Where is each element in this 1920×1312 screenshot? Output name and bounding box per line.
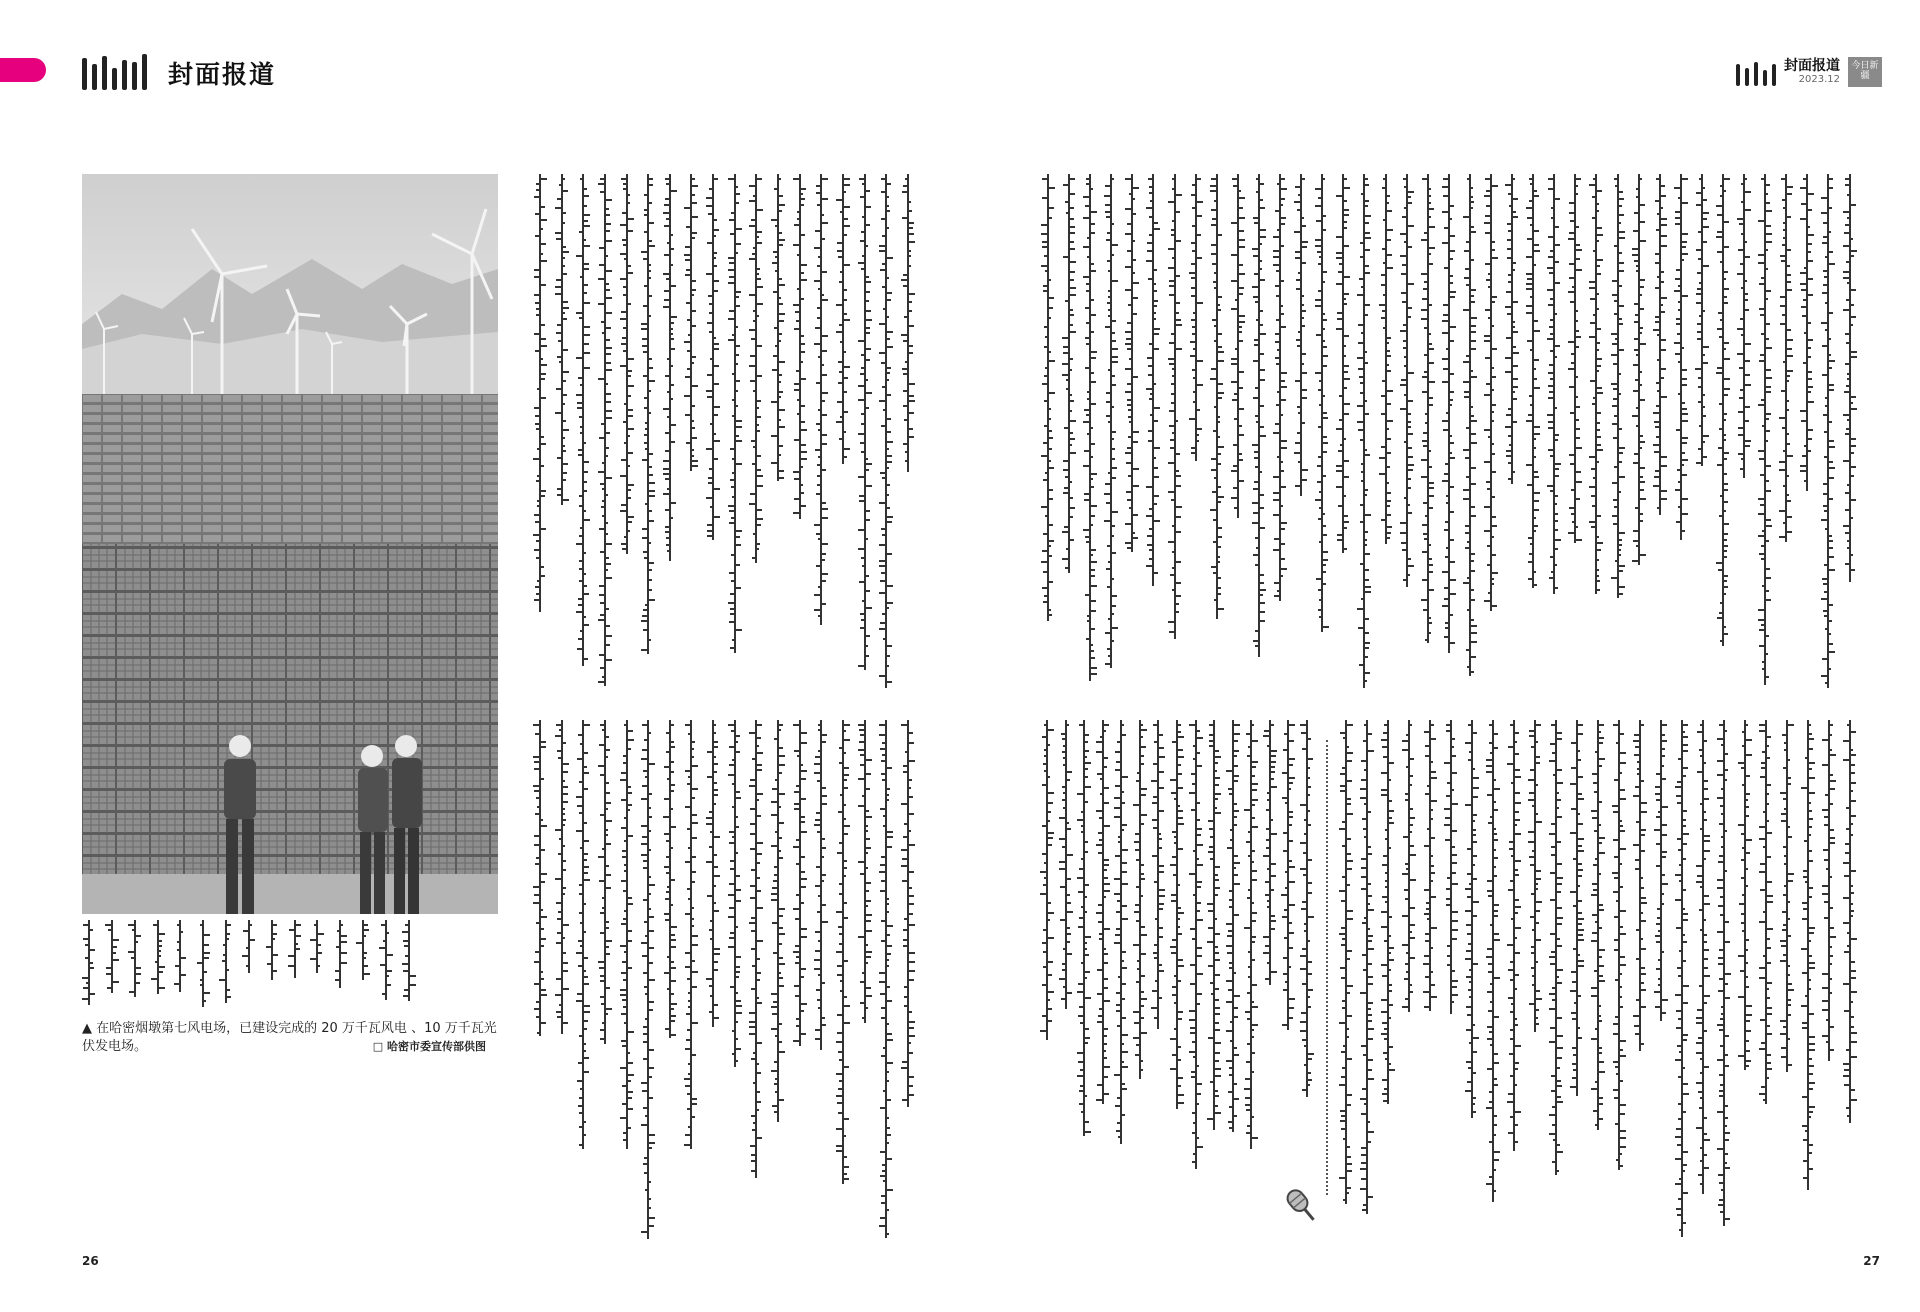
script-column <box>750 720 762 1240</box>
script-column <box>244 920 254 1010</box>
script-column <box>642 174 654 694</box>
script-column <box>1211 174 1223 694</box>
right-header <box>1736 52 1882 92</box>
script-column <box>794 174 806 694</box>
script-column <box>1612 174 1624 694</box>
script-column <box>1246 720 1256 1180</box>
script-column <box>107 920 117 1010</box>
script-column <box>175 920 185 1010</box>
script-column <box>859 720 871 1240</box>
script-column <box>1380 174 1392 694</box>
script-column <box>1274 174 1286 694</box>
script-column <box>404 920 414 1010</box>
script-column <box>1147 174 1159 694</box>
script-column <box>1340 720 1352 1240</box>
script-column <box>1382 720 1394 1240</box>
script-column <box>1802 720 1814 1240</box>
script-column <box>1697 720 1709 1240</box>
script-column <box>599 174 611 694</box>
script-column <box>534 720 546 1240</box>
script-column <box>290 920 300 1010</box>
script-column <box>1592 720 1604 1240</box>
script-column <box>664 174 676 694</box>
script-column <box>335 920 345 1010</box>
script-column <box>642 720 654 1240</box>
script-column <box>794 720 806 1240</box>
script-column <box>1823 720 1835 1240</box>
script-column <box>1759 174 1771 694</box>
script-column <box>1550 720 1562 1240</box>
script-column <box>1079 720 1089 1180</box>
script-column <box>198 920 208 1010</box>
script-column <box>859 174 871 694</box>
script-column <box>1228 720 1238 1180</box>
mongolian-caption <box>84 920 414 1010</box>
script-column <box>1063 174 1075 694</box>
script-column <box>267 920 277 1010</box>
script-column <box>1655 720 1667 1240</box>
script-column <box>815 174 827 694</box>
script-column <box>358 920 368 1010</box>
script-column <box>880 174 892 694</box>
script-column <box>1466 720 1478 1240</box>
mongolian-logo-right <box>1736 58 1776 86</box>
script-column <box>153 920 163 1010</box>
script-column <box>1153 720 1163 1180</box>
script-column <box>1633 174 1645 694</box>
section-title-right: 封面报道 <box>1784 58 1840 74</box>
script-column <box>685 720 697 1240</box>
script-column <box>599 720 611 1240</box>
script-column <box>1169 174 1181 694</box>
script-column <box>1265 720 1275 1180</box>
page-number-left: 26 <box>82 1254 99 1268</box>
script-column <box>1485 174 1497 694</box>
script-column <box>1209 720 1219 1180</box>
script-column <box>1190 174 1202 694</box>
photo-caption <box>82 1020 502 1056</box>
script-column <box>1718 720 1730 1240</box>
script-column <box>1844 174 1856 694</box>
script-column <box>1506 174 1518 694</box>
script-column <box>1295 174 1307 694</box>
script-column <box>1316 174 1328 694</box>
script-column <box>772 174 784 694</box>
section-tab <box>0 58 46 82</box>
script-column <box>621 174 633 694</box>
page-number-right: 27 <box>1863 1254 1880 1268</box>
script-column <box>312 920 322 1010</box>
script-column <box>1529 720 1541 1240</box>
script-column <box>1781 720 1793 1240</box>
script-column <box>1780 174 1792 694</box>
script-column <box>556 720 568 1240</box>
caption-text: ▲ 在哈密烟墩第七风电场，已建设完成的 20 万千瓦风电 、10 万千瓦光伏发电场。 <box>82 1021 497 1054</box>
script-column <box>1613 720 1625 1240</box>
script-column <box>772 720 784 1240</box>
script-column <box>1361 720 1373 1240</box>
script-column <box>1464 174 1476 694</box>
script-column <box>1445 720 1457 1240</box>
script-column <box>1283 720 1293 1180</box>
script-column <box>84 920 94 1010</box>
script-column <box>1424 720 1436 1240</box>
script-column <box>1358 174 1370 694</box>
script-column <box>1508 720 1520 1240</box>
script-column <box>1822 174 1834 694</box>
script-column <box>1232 174 1244 694</box>
script-column <box>1042 720 1052 1180</box>
script-column <box>1253 174 1265 694</box>
script-column <box>1098 720 1108 1180</box>
script-column <box>621 720 633 1240</box>
script-column <box>381 920 391 1010</box>
script-column <box>556 174 568 694</box>
photo-credit: □ 哈密市委宣传部供图 <box>372 1040 486 1053</box>
right-page-text-upper <box>1042 174 1856 694</box>
script-column <box>685 174 697 694</box>
script-column <box>1548 174 1560 694</box>
script-column <box>837 720 849 1240</box>
script-column <box>1191 720 1201 1180</box>
script-column <box>1634 720 1646 1240</box>
script-column <box>1061 720 1071 1180</box>
script-column <box>1443 174 1455 694</box>
script-column <box>1738 174 1750 694</box>
script-column <box>815 720 827 1240</box>
script-column <box>1116 720 1126 1180</box>
script-column <box>707 174 719 694</box>
script-column <box>1760 720 1772 1240</box>
script-column <box>1654 174 1666 694</box>
script-column <box>130 920 140 1010</box>
interview-sidebar-text <box>1042 720 1312 1180</box>
script-column <box>1172 720 1182 1180</box>
script-column <box>902 720 914 1240</box>
script-column <box>1135 720 1145 1180</box>
script-column <box>1403 720 1415 1240</box>
script-column <box>664 720 676 1240</box>
script-column <box>1844 720 1856 1240</box>
script-column <box>1571 720 1583 1240</box>
script-column <box>707 720 719 1240</box>
left-page-text-upper <box>534 174 914 694</box>
script-column <box>577 720 589 1240</box>
script-column <box>1717 174 1729 694</box>
script-column <box>1527 174 1539 694</box>
microphone-icon <box>1280 1184 1324 1228</box>
script-column <box>1042 174 1054 694</box>
issue-date: 2023.12 <box>1798 74 1840 85</box>
script-column <box>534 174 546 694</box>
script-column <box>880 720 892 1240</box>
script-column <box>837 174 849 694</box>
script-column <box>1126 174 1138 694</box>
script-column <box>1676 720 1688 1240</box>
script-column <box>1487 720 1499 1240</box>
script-column <box>902 174 914 694</box>
sidebar-divider <box>1326 740 1328 1195</box>
section-title-left: 封面报道 <box>168 60 277 89</box>
script-column <box>729 720 741 1240</box>
script-column <box>1590 174 1602 694</box>
mongolian-logo-left <box>82 50 147 90</box>
script-column <box>1337 174 1349 694</box>
right-page-text-lower <box>1340 720 1856 1240</box>
magazine-logo-box: 今日新疆 <box>1848 57 1882 87</box>
script-column <box>221 920 231 1010</box>
script-column <box>1801 174 1813 694</box>
script-column <box>1084 174 1096 694</box>
left-page-text-lower <box>534 720 914 1240</box>
script-column <box>1302 720 1312 1180</box>
script-column <box>750 174 762 694</box>
script-column <box>729 174 741 694</box>
script-column <box>1569 174 1581 694</box>
script-column <box>1675 174 1687 694</box>
script-column <box>1422 174 1434 694</box>
script-column <box>577 174 589 694</box>
solar-wind-farm-photo <box>82 174 498 914</box>
script-column <box>1105 174 1117 694</box>
script-column <box>1739 720 1751 1240</box>
script-column <box>1401 174 1413 694</box>
script-column <box>1696 174 1708 694</box>
